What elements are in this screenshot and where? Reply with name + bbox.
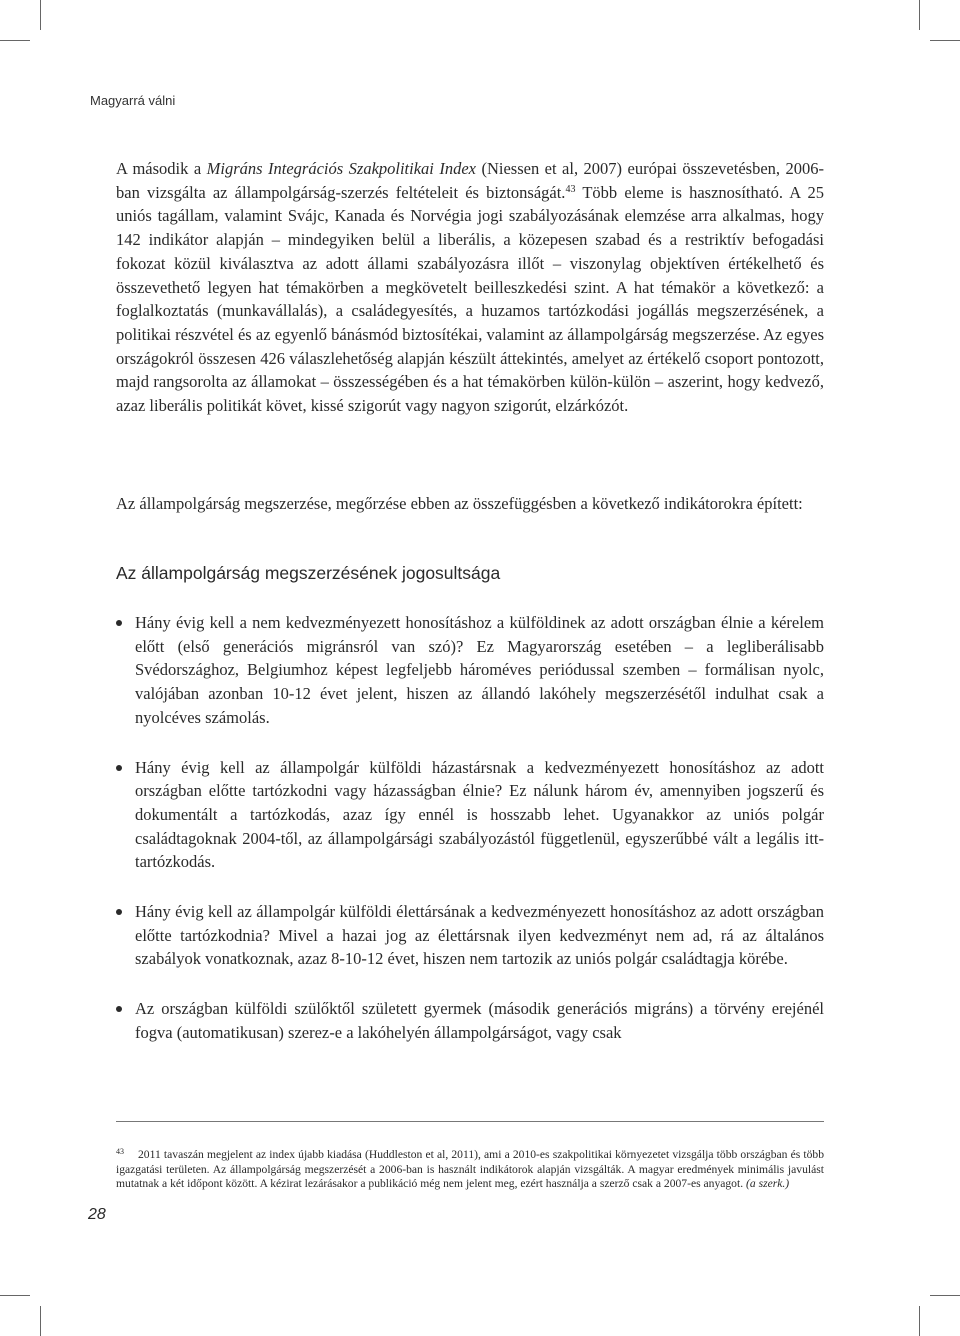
footnote-text: 2011 tavaszán megjelent az index újabb kiadása (Huddleston et al, 2011), ami a 2010-es szakpolitikai környezetet vizsgálja több országban és több igazgatási területen. Az állampolgárság megszerzését a 2006-ban is használt indikátorok alapján vizsgálták. A magyar eredmények minimális javulást mutatnak a két időpont között. A kézirat lezárásakor a publikáció még nem jelent meg, ezért használja a szerző csak a 2007-es anyagot. — [116, 1148, 824, 1191]
list-item — [116, 997, 824, 1044]
paragraph-intro — [116, 157, 824, 418]
index-title: Migráns Integrációs Szakpolitikai Index — [206, 159, 476, 178]
crop-mark-top-left-h — [0, 40, 30, 41]
paragraph-intro-mid: (Niessen et al, 2007) európai összevetésben, 2006-ban vizsgálta az állampolgárság-szerzés feltételeit és biztonságát. — [116, 159, 824, 202]
footnote — [116, 1145, 824, 1192]
footnote-divider — [116, 1121, 824, 1122]
crop-mark-top-right-v — [919, 0, 920, 30]
crop-mark-top-left-v — [40, 0, 41, 30]
paragraph-intro-rest: Több eleme is hasznosítható. A 25 uniós tagállam, valamint Svájc, Kanada és Norvégia jogi szabályozásának elemzése arra alkalmas, hogy 142 indikátor alapján – mindegyiken belül a liberális, a közepesen szabad és a restriktív befogadási fokozat közül kiválasztva az adott állami szabályozásra illőt – viszonylag objektíven értékelhető és összevethető legyen hat témakörben a megkövetelt beilleszkedési szint. A hat témakör a következő: a foglalkoztatás (munkavállalás), a családegyesítés, a huzamos tartózkodási jogállás megszerzésének, a politikai részvétel és az egyenlő bánásmód biztosítékai, valamint az állampolgárság megszerzése. Az egyes országokról összesen 426 válaszlehetőség alapján készült áttekintés, amelyet az értékelő csoport pontozott, majd rangsorolta az államokat – összességében és a hat témakörben külön-külön – aszerint, hogy kedvező, azaz liberális politikát követ, kissé szigorút vagy nagyon szigorút, elzárkózót. — [116, 182, 824, 416]
list-item — [116, 756, 824, 875]
indicator-list — [116, 611, 824, 1045]
crop-mark-bottom-left-v — [40, 1306, 41, 1336]
list-item — [116, 611, 824, 730]
running-head: Magyarrá válni — [90, 93, 176, 108]
section-heading: Az állampolgárság megszerzésének jogosultsága — [116, 563, 501, 583]
bullet-icon — [116, 620, 122, 626]
crop-mark-bottom-left-h — [0, 1295, 30, 1296]
footnote-editor-note: (a szerk.) — [746, 1177, 790, 1191]
crop-mark-bottom-right-v — [919, 1306, 920, 1336]
footnote-reference[interactable]: 43 — [565, 183, 576, 195]
bullet-icon — [116, 1006, 122, 1012]
page-number: 28 — [88, 1206, 106, 1223]
list-item — [116, 900, 824, 971]
list-item-text: Hány évig kell az állampolgár külföldi házastársnak a kedvezményezett honosításhoz az adott országban előtte tartózkodni vagy házasságban élnie? Ez nálunk három év, amennyiben jogszerű és dokumentált a tartózkodás, azaz így ennél is hosszabb lehet. Ugyanakkor az uniós polgár családtagoknak 2004-től, az állampolgársági szabályozástól függetlenül, egyszerűbbé vált a legális itt-tartózkodás. — [135, 757, 824, 872]
paragraph-indicators: Az állampolgárság megszerzése, megőrzése ebben az összefüggésben a következő indikátorokra épített: — [116, 494, 803, 513]
crop-mark-top-right-h — [930, 40, 960, 41]
list-item-text: Hány évig kell az állampolgár külföldi élettársának a kedvezményezett honosításhoz az adott országban előtte tartózkodnia? Mivel a hazai jog az élettársnak ilyen kedvezményt nem ad, rá az általános szabályok vonatkoznak, azaz 8-10-12 évet, hiszen nem tartozik az uniós polgár családtagja körébe. — [135, 902, 824, 969]
list-item-text: Az országban külföldi szülőktől született gyermek (második generációs migráns) a törvény erejénél fogva (automatikusan) szerez-e a lakóhelyén állampolgárságot, vagy csak — [135, 999, 824, 1042]
list-item-text: Hány évig kell a nem kedvezményezett honosításhoz a külföldinek az adott országban élnie a kérelem előtt (első generációs migránsról van szó)? Ez Magyarország esetében – a legliberálisabb Svédországhoz, Belgiumhoz képest legfeljebb hároméves periódussal szemben – formálisan nyolc, valójában azonban 10-12 évet jelent, hiszen az állandó lakóhely megszerzésétől indulhat csak a nyolcéves számolás. — [135, 613, 824, 727]
bullet-icon — [116, 765, 122, 771]
footnote-number: 43 — [116, 1147, 124, 1156]
bullet-icon — [116, 909, 122, 915]
paragraph-intro-lead: A második a — [116, 159, 207, 178]
crop-mark-bottom-right-h — [930, 1295, 960, 1296]
